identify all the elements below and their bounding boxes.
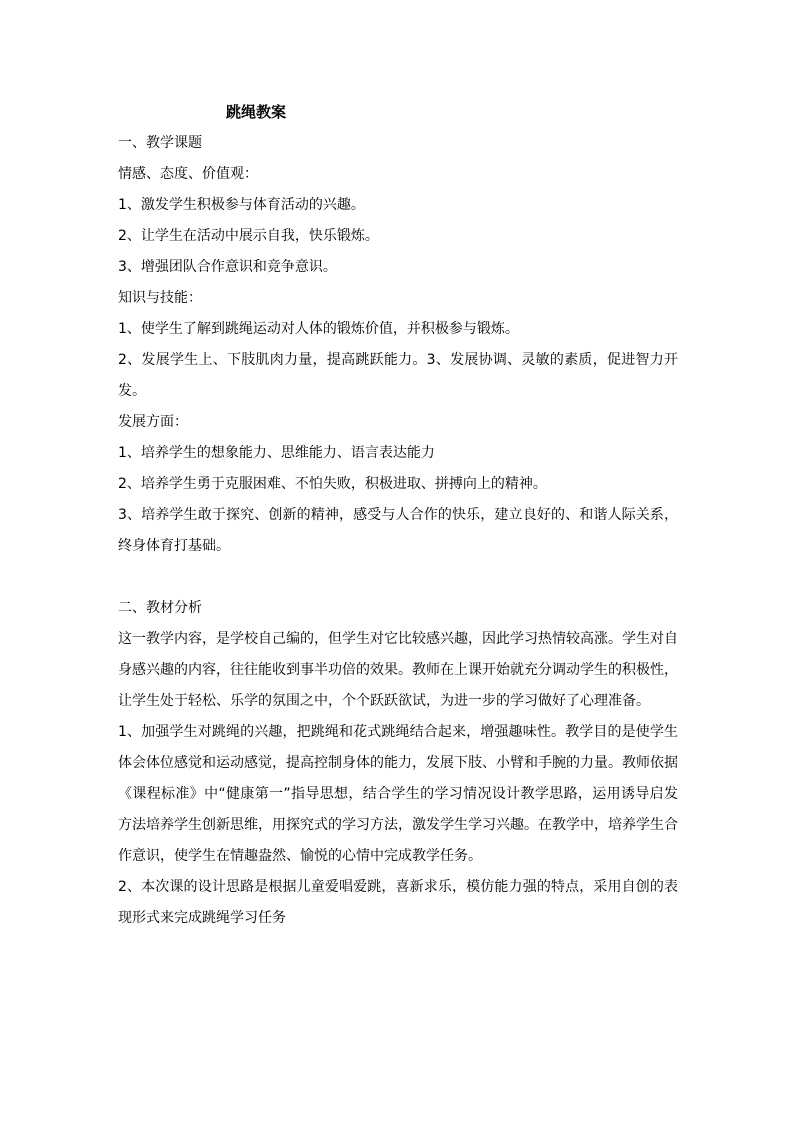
- affect-item-1: 1、激发学生积极参与体育活动的兴趣。: [118, 197, 365, 213]
- section2-item-1: 1、加强学生对跳绳的兴趣，把跳绳和花式跳绳结合起来，增强趣味性。教学目的是使学生体会体位感觉和运动感觉，提高控制身体的能力，发展下肢、小臂和手腕的力量。教师依据《课程标准》中“健康第一”指导思想，结合学生的学习情况设计教学思路，运用诱导启发方法培养学生创新思维，用探究式的学习方法，激发学生学习兴趣。在教学中，培养学生合作意识，使学生在情趣盎然、愉悦的心情中完成教学任务。: [118, 724, 678, 864]
- document-title: 跳绳教案: [226, 103, 287, 121]
- section2-item-2: 2、本次课的设计思路是根据儿童爱唱爱跳，喜新求乐，模仿能力强的特点，采用自创的表现形式来完成跳绳学习任务: [118, 879, 678, 926]
- dev-item-2: 2、培养学生勇于克服困难、不怕失败，积极进取、拼搏向上的精神。: [118, 476, 547, 492]
- affect-heading: 情感、态度、价值观：: [118, 166, 258, 182]
- section1-heading: 一、教学课题: [118, 135, 202, 151]
- dev-heading: 发展方面：: [118, 414, 188, 430]
- skills-heading: 知识与技能：: [118, 290, 202, 306]
- section2-heading: 二、教材分析: [118, 600, 202, 616]
- dev-item-3: 3、培养学生敢于探究、创新的精神，感受与人合作的快乐，建立良好的、和谐人际关系，终身体育打基础。: [118, 507, 678, 554]
- section2-intro: 这一教学内容，是学校自己编的，但学生对它比较感兴趣，因此学习热情较高涨。学生对自身感兴趣的内容，往往能收到事半功倍的效果。教师在上课开始就充分调动学生的积极性，让学生处于轻松、乐学的氛围之中，个个跃跃欲试，为进一步的学习做好了心理准备。: [118, 631, 678, 709]
- affect-item-2: 2、让学生在活动中展示自我，快乐锻炼。: [118, 228, 379, 244]
- skills-item-2: 2、发展学生上、下肢肌肉力量，提高跳跃能力。3、发展协调、灵敏的素质，促进智力开发。: [118, 352, 678, 399]
- dev-item-1: 1、培养学生的想象能力、思维能力、语言表达能力: [118, 445, 435, 461]
- blank-line: [118, 562, 678, 593]
- affect-item-3: 3、增强团队合作意识和竞争意识。: [118, 259, 337, 275]
- skills-item-1: 1、使学生了解到跳绳运动对人体的锻炼价值，并积极参与锻炼。: [118, 321, 519, 337]
- document-body: [118, 96, 678, 934]
